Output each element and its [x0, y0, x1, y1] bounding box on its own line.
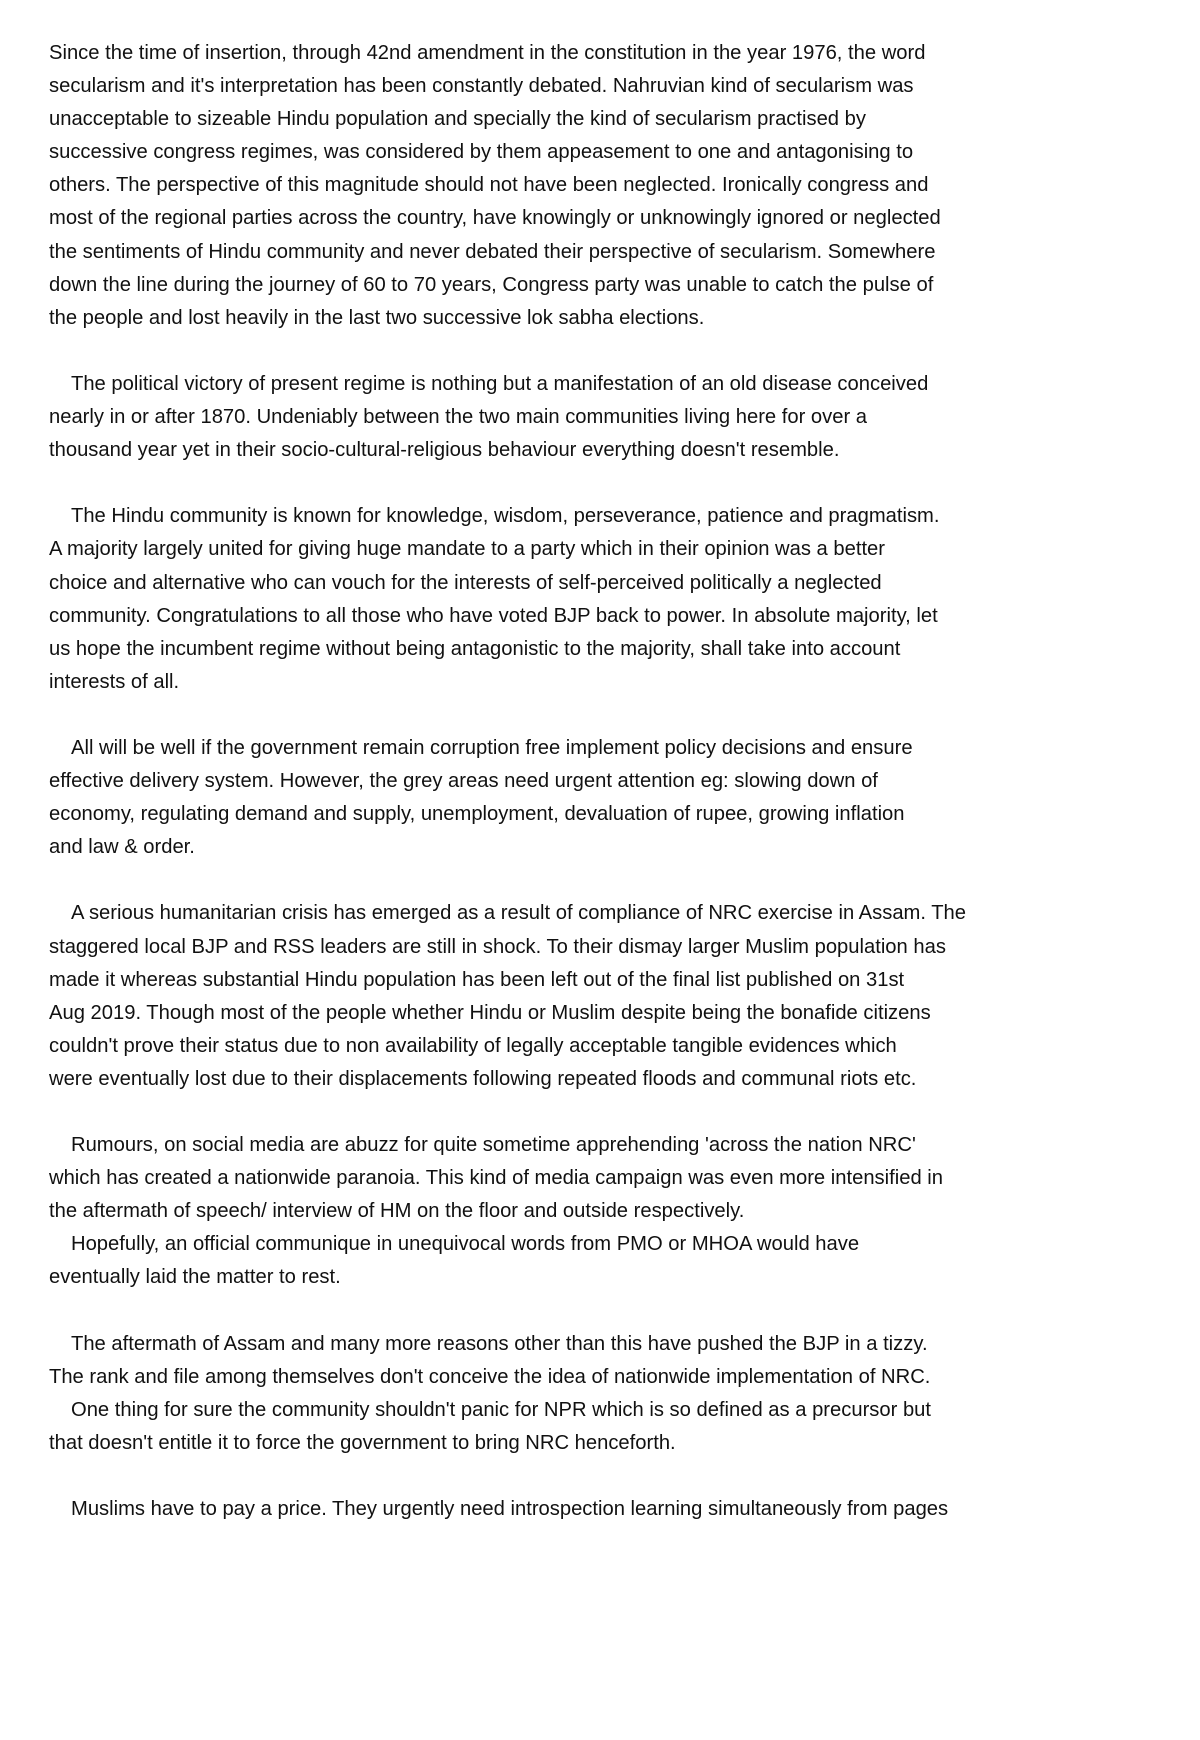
text-line: The aftermath of Assam and many more reasons other than this have pushed the BJP in a tizzy.: [71, 1332, 928, 1355]
paragraph: [49, 1328, 1039, 1394]
paragraph: [49, 897, 1039, 1096]
paragraph: [49, 1228, 1039, 1294]
text-line: interests of all.: [49, 670, 180, 693]
text-line: A majority largely united for giving huge mandate to a party which in their opinion was a better: [49, 538, 886, 561]
text-line: The rank and file among themselves don't conceive the idea of nationwide implementation of NRC.: [49, 1365, 931, 1388]
text-line: unacceptable to sizeable Hindu population and specially the kind of secularism practised by: [49, 108, 866, 131]
text-line: The political victory of present regime is nothing but a manifestation of an old disease conceived: [71, 372, 929, 395]
text-line: others. The perspective of this magnitude should not have been neglected. Ironically congress and: [49, 174, 929, 197]
text-line: choice and alternative who can vouch for the interests of self-perceived politically a neglected: [49, 571, 882, 594]
paragraph: [49, 1493, 1039, 1526]
text-line: effective delivery system. However, the grey areas need urgent attention eg: slowing down of: [49, 770, 878, 793]
text-line: community. Congratulations to all those who have voted BJP back to power. In absolute majority, let: [49, 604, 938, 627]
text-line: which has created a nationwide paranoia. This kind of media campaign was even more intensified in: [49, 1167, 943, 1190]
paragraph: [49, 1129, 1039, 1228]
text-line: down the line during the journey of 60 to 70 years, Congress party was unable to catch the pulse of: [49, 273, 934, 296]
text-line: us hope the incumbent regime without being antagonistic to the majority, shall take into account: [49, 637, 901, 660]
text-line: the aftermath of speech/ interview of HM on the floor and outside respectively.: [49, 1200, 745, 1223]
text-line: Aug 2019. Though most of the people whether Hindu or Muslim despite being the bonafide citizens: [49, 1001, 931, 1024]
text-line: and law & order.: [49, 836, 195, 859]
paragraph: [49, 37, 1039, 335]
text-line: Hopefully, an official communique in unequivocal words from PMO or MHOA would have: [71, 1233, 860, 1256]
text-line: couldn't prove their status due to non availability of legally acceptable tangible evidences which: [49, 1034, 897, 1057]
paragraph: [49, 732, 1039, 864]
text-line: most of the regional parties across the country, have knowingly or unknowingly ignored or neglected: [49, 207, 941, 230]
text-line: eventually laid the matter to rest.: [49, 1266, 341, 1289]
text-line: economy, regulating demand and supply, unemployment, devaluation of rupee, growing inflation: [49, 803, 905, 826]
paragraph: [49, 500, 1039, 699]
text-line: The Hindu community is known for knowledge, wisdom, perseverance, patience and pragmatism.: [71, 505, 940, 528]
text-line: One thing for sure the community shouldn't panic for NPR which is so defined as a precursor but: [71, 1398, 932, 1421]
text-line: the people and lost heavily in the last two successive lok sabha elections.: [49, 306, 705, 329]
text-line: All will be well if the government remain corruption free implement policy decisions and ensure: [71, 736, 913, 759]
paragraph: [49, 1394, 1039, 1460]
text-line: nearly in or after 1870. Undeniably between the two main communities living here for over a: [49, 406, 868, 429]
text-line: Rumours, on social media are abuzz for quite sometime apprehending 'across the nation NRC': [71, 1134, 916, 1157]
text-line: were eventually lost due to their displacements following repeated floods and communal riots etc.: [49, 1067, 917, 1090]
text-line: Muslims have to pay a price. They urgently need introspection learning simultaneously from pages: [71, 1498, 949, 1521]
text-line: A serious humanitarian crisis has emerged as a result of compliance of NRC exercise in Assam. The: [71, 902, 967, 925]
paragraph: [49, 368, 1039, 467]
text-line: staggered local BJP and RSS leaders are still in shock. To their dismay larger Muslim population has: [49, 935, 946, 958]
text-line: Since the time of insertion, through 42nd amendment in the constitution in the year 1976, the word: [49, 42, 926, 64]
text-line: thousand year yet in their socio-cultural-religious behaviour everything doesn't resemble.: [49, 439, 840, 462]
text-line: successive congress regimes, was considered by them appeasement to one and antagonising to: [49, 141, 914, 164]
text-line: that doesn't entitle it to force the government to bring NRC henceforth.: [49, 1431, 676, 1454]
text-line: made it whereas substantial Hindu population has been left out of the final list published on 31st: [49, 968, 905, 991]
text-line: the sentiments of Hindu community and never debated their perspective of secularism. Somewhere: [49, 240, 936, 263]
text-line: secularism and it's interpretation has been constantly debated. Nahruvian kind of secularism was: [49, 75, 914, 98]
document-body: [49, 37, 1039, 1559]
